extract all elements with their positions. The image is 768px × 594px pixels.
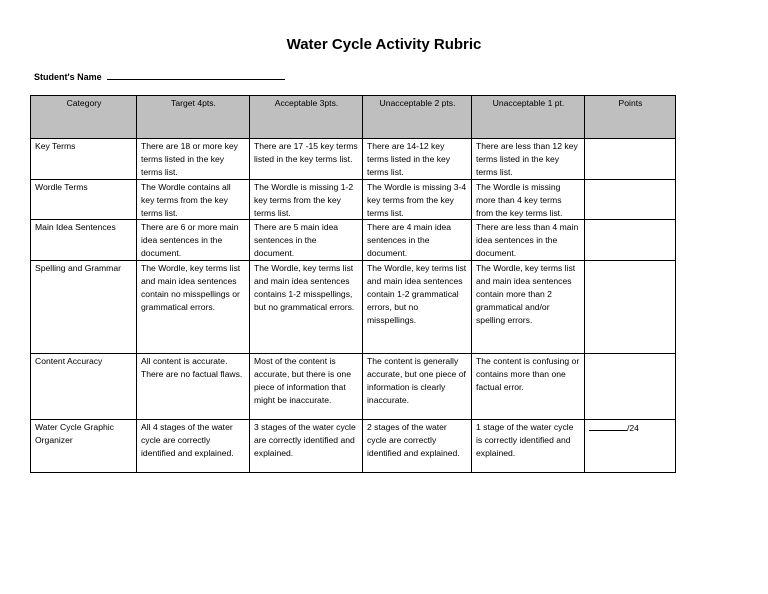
unacceptable-2-cell: The content is generally accurate, but one piece of information is clearly inaccurate.: [363, 354, 472, 420]
header-unacceptable-2: Unacceptable 2 pts.: [363, 96, 472, 139]
acceptable-cell: 3 stages of the water cycle are correctly identified and explained.: [250, 420, 363, 473]
unacceptable-1-cell: The Wordle is missing more than 4 key terms from the key terms list.: [472, 179, 585, 220]
target-cell: There are 6 or more main idea sentences in the document.: [137, 220, 250, 261]
rubric-table: [30, 95, 676, 473]
header-row: [31, 96, 676, 139]
header-points: Points: [585, 96, 676, 139]
unacceptable-2-cell: There are 4 main idea sentences in the document.: [363, 220, 472, 261]
table-row: [31, 139, 676, 180]
unacceptable-1-cell: The Wordle, key terms list and main idea sentences contain more than 2 grammatical and/or spelling errors.: [472, 261, 585, 354]
header-target: Target 4pts.: [137, 96, 250, 139]
points-cell: [585, 179, 676, 220]
category-cell: Spelling and Grammar: [31, 261, 137, 354]
student-name-label: Student's Name: [34, 72, 102, 82]
target-cell: The Wordle, key terms list and main idea sentences contain no misspellings or grammatical errors.: [137, 261, 250, 354]
student-name-blank: [107, 70, 285, 80]
points-cell: [585, 261, 676, 354]
total-points-cell: [585, 420, 676, 473]
target-cell: The Wordle contains all key terms from the key terms list.: [137, 179, 250, 220]
unacceptable-1-cell: There are less than 12 key terms listed in the key terms list.: [472, 139, 585, 180]
unacceptable-1-cell: There are less than 4 main idea sentences in the document.: [472, 220, 585, 261]
table-row: [31, 179, 676, 220]
target-cell: All content is accurate. There are no factual flaws.: [137, 354, 250, 420]
table-row: [31, 354, 676, 420]
page-title: Water Cycle Activity Rubric: [286, 36, 482, 53]
category-cell: Main Idea Sentences: [31, 220, 137, 261]
acceptable-cell: The Wordle is missing 1-2 key terms from the key terms list.: [250, 179, 363, 220]
points-cell: [585, 139, 676, 180]
target-cell: There are 18 or more key terms listed in the key terms list.: [137, 139, 250, 180]
header-category: Category: [31, 96, 137, 139]
student-name-field: [34, 70, 285, 82]
unacceptable-1-cell: 1 stage of the water cycle is correctly identified and explained.: [472, 420, 585, 473]
category-cell: Key Terms: [31, 139, 137, 180]
table-row: [31, 420, 676, 473]
unacceptable-2-cell: There are 14-12 key terms listed in the key terms list.: [363, 139, 472, 180]
unacceptable-2-cell: The Wordle, key terms list and main idea sentences contain 1-2 grammatical errors, but no misspellings.: [363, 261, 472, 354]
category-cell: Content Accuracy: [31, 354, 137, 420]
points-cell: [585, 220, 676, 261]
acceptable-cell: There are 5 main idea sentences in the document.: [250, 220, 363, 261]
acceptable-cell: The Wordle, key terms list and main idea sentences contains 1-2 misspellings, but no grammatical errors.: [250, 261, 363, 354]
category-cell: Water Cycle Graphic Organizer: [31, 420, 137, 473]
target-cell: All 4 stages of the water cycle are correctly identified and explained.: [137, 420, 250, 473]
header-unacceptable-1: Unacceptable 1 pt.: [472, 96, 585, 139]
acceptable-cell: Most of the content is accurate, but there is one piece of information that might be inaccurate.: [250, 354, 363, 420]
total-score-blank: [589, 421, 627, 431]
unacceptable-1-cell: The content is confusing or contains more than one factual error.: [472, 354, 585, 420]
total-points-value: /24: [627, 423, 639, 434]
acceptable-cell: There are 17 -15 key terms listed in the key terms list.: [250, 139, 363, 180]
table-row: [31, 261, 676, 354]
category-cell: Wordle Terms: [31, 179, 137, 220]
header-acceptable: Acceptable 3pts.: [250, 96, 363, 139]
unacceptable-2-cell: 2 stages of the water cycle are correctly identified and explained.: [363, 420, 472, 473]
points-cell: [585, 354, 676, 420]
unacceptable-2-cell: The Wordle is missing 3-4 key terms from the key terms list.: [363, 179, 472, 220]
table-row: [31, 220, 676, 261]
